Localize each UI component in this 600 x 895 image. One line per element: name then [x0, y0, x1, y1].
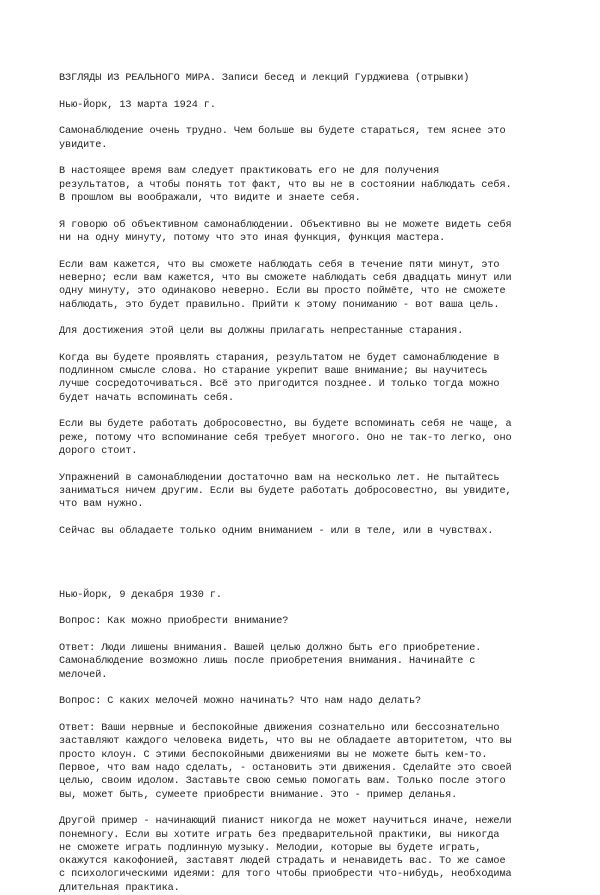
paragraph: Если вы будете работать добросовестно, вы будете вспоминать себя не чаще, а реже, потому что вспоминание себя требует многого. Оно не так-то легко, оно дорого стоит. [59, 419, 512, 458]
paragraph: Я говорю об объективном самонаблюдении. Объективно вы не можете видеть себя ни на одну минуту, потому что это иная функция, функция мастера. [59, 219, 512, 244]
dateline-1924: Нью-Йорк, 13 марта 1924 г. [59, 99, 216, 111]
paragraph: В настоящее время вам следует практиковать его не для получения результатов, а чтобы понять тот факт, что вы не в состоянии наблюдать себя. В прошлом вы воображали, что видите и знаете себя. [59, 166, 512, 204]
document-title: ВЗГЛЯДЫ ИЗ РЕАЛЬНОГО МИРА. Записи бесед и лекций Гурджиева (отрывки) [59, 73, 470, 84]
paragraph: Когда вы будете проявлять старания, результатом не будет самонаблюдение в подлинном смысле слова. Но старание укрепит ваше внимание; вы научитесь лучше сосредоточиваться. Всё это пригодится позднее. И только тогда можно будет начать вспоминать себя. [59, 352, 500, 404]
paragraph: Сейчас вы обладаете только одним вниманием - или в теле, или в чувствах. [59, 526, 494, 538]
paragraph: Если вам кажется, что вы сможете наблюдать себя в течение пяти минут, это неверно; если вам кажется, что вы сможете наблюдать себя двадцать минут или одну минуту, это одинаково неверно. Если вы просто поймёте, что не сможете наблюдать, это будет правильно. Прийти к этому пониманию - вот ваша цель. [59, 259, 512, 311]
dateline-1930: Нью-Йорк, 9 декабря 1930 г. [59, 589, 222, 601]
paragraph: Упражнений в самонаблюдении достаточно вам на несколько лет. Не пытайтесь заниматься ничем другим. Если вы будете работать добросовестно, вы увидите, что вам нужно. [59, 472, 512, 511]
paragraph: Самонаблюдение очень трудно. Чем больше вы будете стараться, тем яснее это увидите. [59, 126, 506, 151]
paragraph: Другой пример - начинающий пианист никогда не может научиться иначе, нежели понемногу. Если вы хотите играть без предварительной практики, вы никогда не сможете играть подлинную музыку. Мелодии, которые вы будете играть, окажутся какофонией, заставят людей страдать и ненавидеть вас. То же самое с психологическими идеями: для того чтобы приобрести что-нибудь, необходима длительная практика. [59, 816, 512, 894]
question-paragraph: Вопрос: Как можно приобрести внимание? [59, 616, 289, 628]
section-spacer [59, 552, 542, 589]
paragraph: Для достижения этой цели вы должны прилагать непрестанные старания. [59, 326, 464, 338]
answer-paragraph: Ответ: Ваши нервные и беспокойные движения сознательно или бессознательно заставляют каждого человека видеть, что вы не обладаете авторитетом, что вы просто клоун. С этими беспокойными движениями вы не можете быть кем-то. Первое, что вам надо сделать, - остановить эти движения. Сделайте это своей целью, своим идолом. Заставьте свою семью помогать вам. Только после этого вы, может быть, сумеете приобрести внимание. Это - пример деланья. [59, 723, 512, 801]
answer-paragraph: Ответ: Люди лишены внимания. Вашей целью должно быть его приобретение. Самонаблюдение возможно лишь после приобретения внимания. Начинайте с мелочей. [59, 643, 482, 681]
question-paragraph: Вопрос: С каких мелочей можно начинать? Что нам надо делать? [59, 696, 422, 708]
